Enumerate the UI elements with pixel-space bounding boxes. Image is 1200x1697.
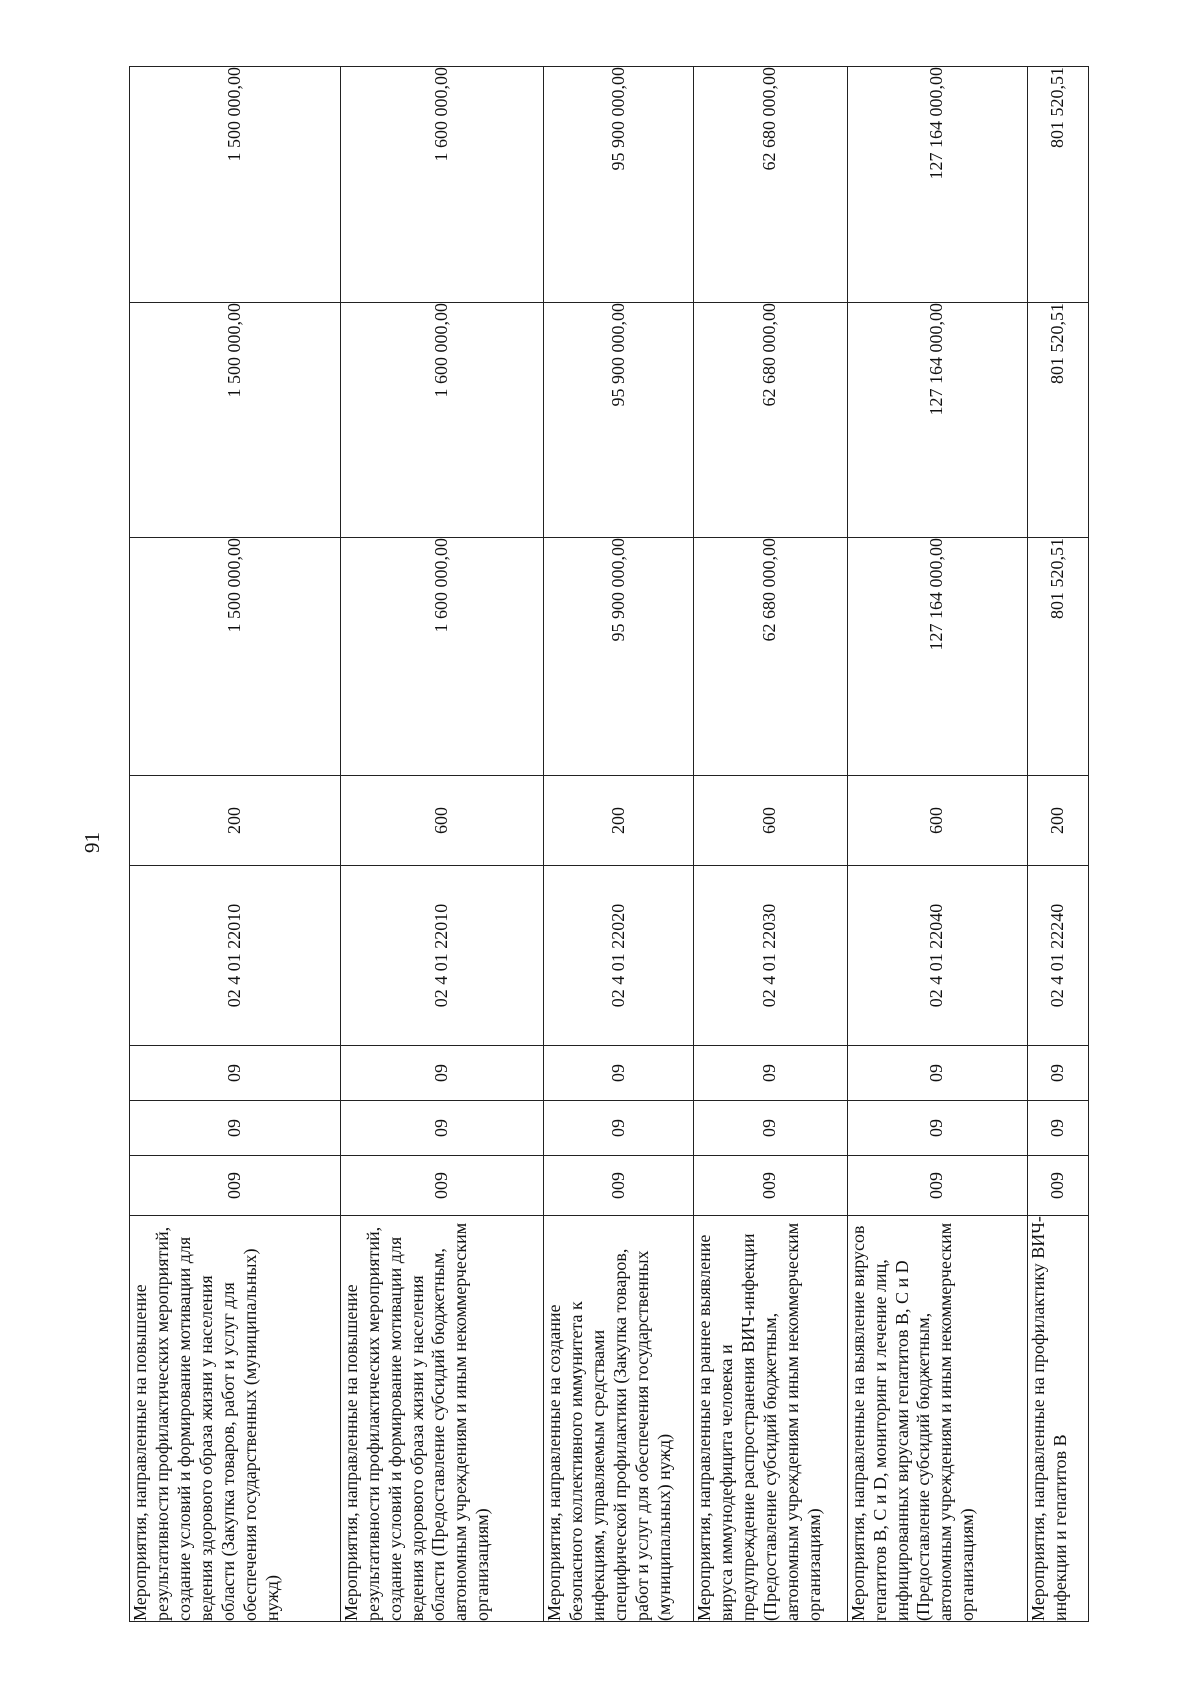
expense-type-code: 200 bbox=[543, 776, 693, 866]
amount-year-3: 95 900 000,00 bbox=[543, 67, 693, 303]
ministry-code: 009 bbox=[130, 1156, 341, 1216]
amount-year-1: 1 500 000,00 bbox=[130, 538, 341, 776]
table-row bbox=[1027, 67, 1088, 1622]
ministry-code: 009 bbox=[1027, 1156, 1088, 1216]
amount-year-2: 62 680 000,00 bbox=[694, 303, 847, 538]
amount-year-3: 62 680 000,00 bbox=[694, 67, 847, 303]
subsection-code: 09 bbox=[694, 1046, 847, 1101]
target-article-code: 02 4 01 22040 bbox=[847, 866, 1027, 1046]
amount-year-2: 801 520,51 bbox=[1027, 303, 1088, 538]
amount-year-1: 127 164 000,00 bbox=[847, 538, 1027, 776]
amount-year-1: 801 520,51 bbox=[1027, 538, 1088, 776]
budget-table bbox=[129, 66, 1089, 1622]
amount-year-3: 801 520,51 bbox=[1027, 67, 1088, 303]
row-description: Мероприятия, направленные на профилактику ВИЧ-инфекции и гепатитов B bbox=[1027, 1216, 1088, 1622]
subsection-code: 09 bbox=[130, 1046, 341, 1101]
subsection-code: 09 bbox=[847, 1046, 1027, 1101]
table-row bbox=[130, 67, 341, 1622]
amount-year-2: 95 900 000,00 bbox=[543, 303, 693, 538]
section-code: 09 bbox=[130, 1101, 341, 1156]
expense-type-code: 200 bbox=[1027, 776, 1088, 866]
expense-type-code: 200 bbox=[130, 776, 341, 866]
amount-year-3: 1 500 000,00 bbox=[130, 67, 341, 303]
row-description: Мероприятия, направленные на повышение результативности профилактических мероприятий, создание условий и формирование мотивации для ведения здорового образа жизни у населения области (Закупка товаров, работ и услуг для обеспечения государственных (муниципальных) нужд) bbox=[130, 1216, 341, 1622]
section-code: 09 bbox=[694, 1101, 847, 1156]
target-article-code: 02 4 01 22010 bbox=[130, 866, 341, 1046]
ministry-code: 009 bbox=[543, 1156, 693, 1216]
ministry-code: 009 bbox=[694, 1156, 847, 1216]
subsection-code: 09 bbox=[543, 1046, 693, 1101]
target-article-code: 02 4 01 22020 bbox=[543, 866, 693, 1046]
page-number: 91 bbox=[80, 832, 104, 853]
target-article-code: 02 4 01 22030 bbox=[694, 866, 847, 1046]
row-description: Мероприятия, направленные на выявление вирусов гепатитов B, C и D, мониторинг и лечение лиц, инфицированных вирусами гепатитов B, C и D (Предоставление субсидий бюджетным, автономным учреждениям и иным некоммерческим организациям) bbox=[847, 1216, 1027, 1622]
expense-type-code: 600 bbox=[340, 776, 543, 866]
table-row bbox=[340, 67, 543, 1622]
amount-year-1: 95 900 000,00 bbox=[543, 538, 693, 776]
target-article-code: 02 4 01 22240 bbox=[1027, 866, 1088, 1046]
ministry-code: 009 bbox=[340, 1156, 543, 1216]
amount-year-2: 127 164 000,00 bbox=[847, 303, 1027, 538]
section-code: 09 bbox=[847, 1101, 1027, 1156]
amount-year-1: 62 680 000,00 bbox=[694, 538, 847, 776]
amount-year-2: 1 600 000,00 bbox=[340, 303, 543, 538]
amount-year-2: 1 500 000,00 bbox=[130, 303, 341, 538]
amount-year-3: 127 164 000,00 bbox=[847, 67, 1027, 303]
subsection-code: 09 bbox=[340, 1046, 543, 1101]
section-code: 09 bbox=[543, 1101, 693, 1156]
table-row bbox=[543, 67, 693, 1622]
target-article-code: 02 4 01 22010 bbox=[340, 866, 543, 1046]
row-description: Мероприятия, направленные на создание безопасного коллективного иммунитета к инфекциям, управляемым средствами специфической профилактики (Закупка товаров, работ и услуг для обеспечения государственных (муниципальных) нужд) bbox=[543, 1216, 693, 1622]
amount-year-1: 1 600 000,00 bbox=[340, 538, 543, 776]
rotated-table-container bbox=[129, 67, 1089, 1622]
ministry-code: 009 bbox=[847, 1156, 1027, 1216]
row-description: Мероприятия, направленные на раннее выявление вируса иммунодефицита человека и предупреждение распространения ВИЧ-инфекции (Предоставление субсидий бюджетным, автономным учреждениям и иным некоммерческим организациям) bbox=[694, 1216, 847, 1622]
section-code: 09 bbox=[340, 1101, 543, 1156]
amount-year-3: 1 600 000,00 bbox=[340, 67, 543, 303]
expense-type-code: 600 bbox=[694, 776, 847, 866]
table-row bbox=[694, 67, 847, 1622]
row-description: Мероприятия, направленные на повышение результативности профилактических мероприятий, создание условий и формирование мотивации для ведения здорового образа жизни у населения области (Предоставление субсидий бюджетным, автономным учреждениям и иным некоммерческим организациям) bbox=[340, 1216, 543, 1622]
expense-type-code: 600 bbox=[847, 776, 1027, 866]
subsection-code: 09 bbox=[1027, 1046, 1088, 1101]
section-code: 09 bbox=[1027, 1101, 1088, 1156]
table-row bbox=[847, 67, 1027, 1622]
